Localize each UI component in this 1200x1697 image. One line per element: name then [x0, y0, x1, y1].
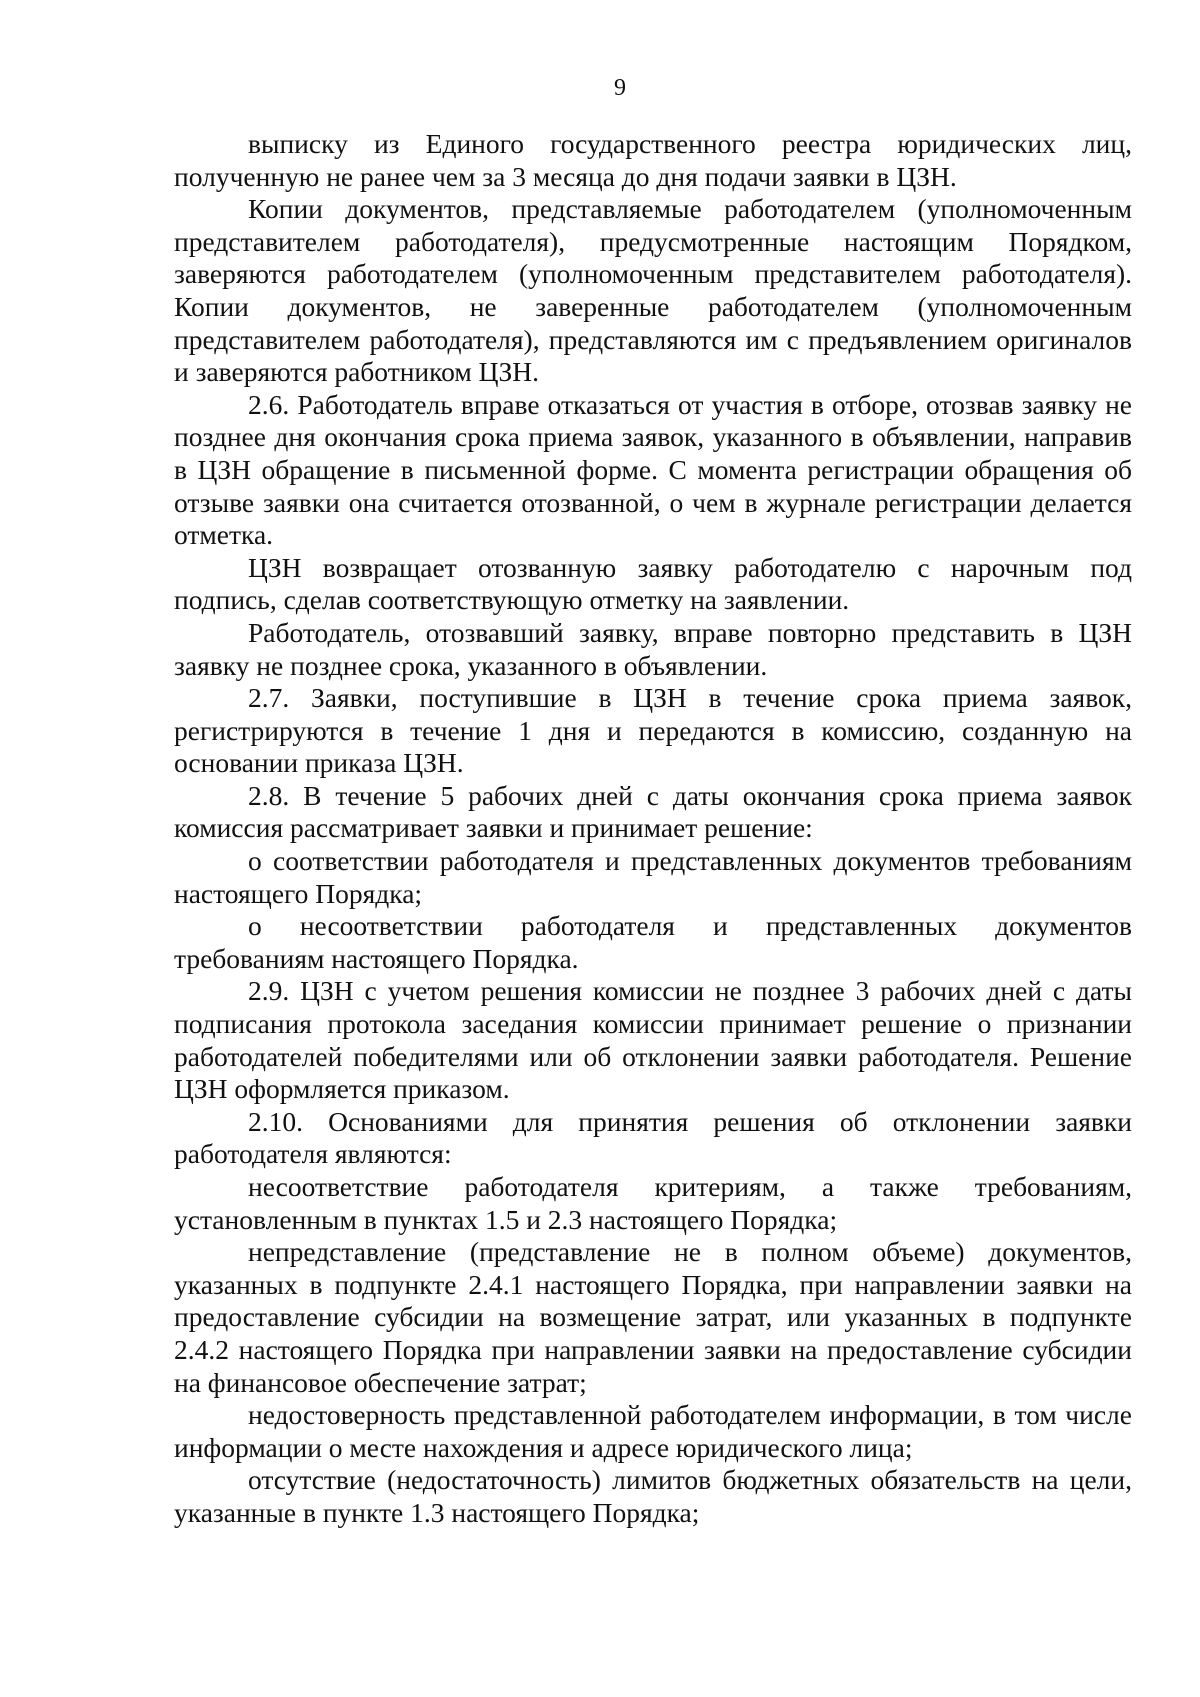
paragraph-2-8: 2.8. В течение 5 рабочих дней с даты окончания срока приема заявок комиссия рассматривает заявки и принимает решение: — [174, 779, 1132, 844]
page-number: 9 — [614, 75, 626, 101]
paragraph-returned-application: ЦЗН возвращает отозванную заявку работодателю с нарочным под подпись, сделав соответствующую отметку на заявлении. — [174, 551, 1132, 616]
paragraph-2-9: 2.9. ЦЗН с учетом решения комиссии не позднее 3 рабочих дней с даты подписания протокола заседания комиссии принимает решение о признании работодателей победителями или об отклонении заявки работодателя. Решение ЦЗН оформляется приказом. — [174, 975, 1132, 1105]
paragraph-resubmission: Работодатель, отозвавший заявку, вправе повторно представить в ЦЗН заявку не позднее срока, указанного в объявлении. — [174, 616, 1132, 681]
paragraph-2-7: 2.7. Заявки, поступившие в ЦЗН в течение срока приема заявок, регистрируются в течение 1 дня и передаются в комиссию, созданную на основании приказа ЦЗН. — [174, 682, 1132, 779]
paragraph-criteria-mismatch: несоответствие работодателя критериям, а также требованиям, установленным в пунктах 1.5 и 2.3 настоящего Порядка; — [174, 1171, 1132, 1235]
paragraph-unreliable-information: недостоверность представленной работодателем информации, в том числе информации о месте нахождения и адресе юридического лица; — [174, 1399, 1132, 1463]
paragraph-missing-documents: непредставление (представление не в полном объеме) документов, указанных в подпункте 2.4.1 настоящего Порядка, при направлении заявки на предоставление субсидии на возмещение затрат, или указанных в подпункте 2.4.2 настоящего Порядка при направлении заявки на предоставление субсидии на финансовое обеспечение затрат; — [174, 1236, 1132, 1398]
paragraph-non-compliance: о несоответствии работодателя и представленных документов требованиям настоящего Порядка. — [174, 910, 1132, 974]
paragraph-2-10: 2.10. Основаниями для принятия решения об отклонении заявки работодателя являются: — [174, 1105, 1132, 1170]
paragraph-document-copies: Копии документов, представляемые работодателем (уполномоченным представителем работодателя), предусмотренные настоящим Порядком, заверяются работодателем (уполномоченным представителем работодателя). Копии документов, не заверенные работодателем (уполномоченным представителем работодателя), представляются им с предъявлением оригиналов и заверяются работником ЦЗН. — [174, 193, 1132, 388]
paragraph-compliance: о соответствии работодателя и представленных документов требованиям настоящего Порядка; — [174, 845, 1132, 909]
document-body — [174, 128, 1132, 1530]
paragraph-egrul-extract: выписку из Единого государственного реестра юридических лиц, полученную не ранее чем за 3 месяца до дня подачи заявки в ЦЗН. — [174, 128, 1132, 192]
paragraph-budget-limits: отсутствие (недостаточность) лимитов бюджетных обязательств на цели, указанные в пункте 1.3 настоящего Порядка; — [174, 1464, 1132, 1528]
paragraph-2-6: 2.6. Работодатель вправе отказаться от участия в отборе, отозвав заявку не позднее дня окончания срока приема заявок, указанного в объявлении, направив в ЦЗН обращение в письменной форме. С момента регистрации обращения об отзыве заявки она считается отозванной, о чем в журнале регистрации делается отметка. — [174, 388, 1132, 551]
